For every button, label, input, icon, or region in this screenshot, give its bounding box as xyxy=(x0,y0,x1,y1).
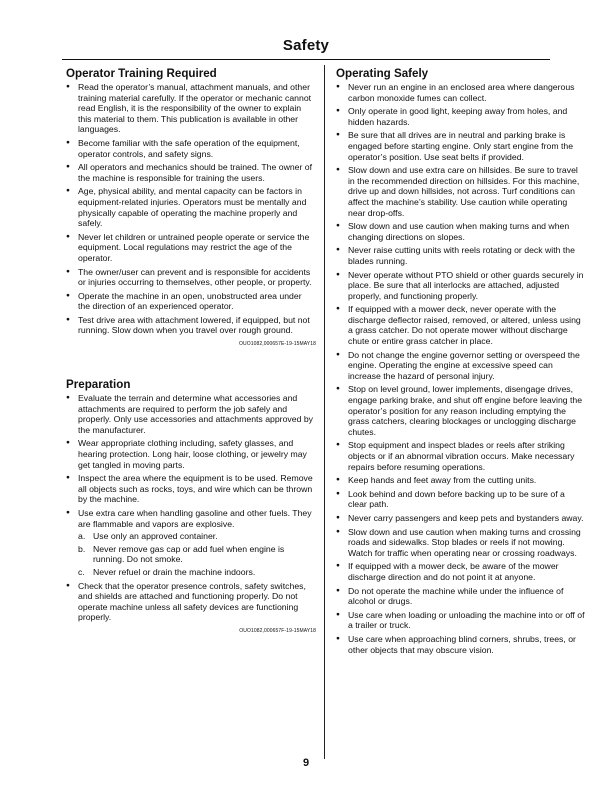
list-item-text: Use extra care when handling gasoline and other fuels. They are flammable and vapors are explosive. xyxy=(78,508,312,529)
list-item: ● Check that the operator presence controls, safety switches, and shields are attached and functioning properly. Do not operate machine unless all safety devices are functioning properly. xyxy=(66,581,316,623)
preparation-heading: Preparation xyxy=(66,378,131,392)
list-item: ● Be sure that all drives are in neutral and parking brake is engaged before starting engine. Only start engine from the operator’s position. Use seat belts if provided. xyxy=(336,130,586,162)
list-item: ● Stop on level ground, lower implements, disengage drives, engage parking brake, and shut off engine before leaving the operator’s position for any reason including emptying the grass catchers, clearing blockages or unclogging discharge chutes. xyxy=(336,384,586,437)
list-item: ● The owner/user can prevent and is responsible for accidents or injuries occurring to themselves, other people, or property. xyxy=(66,267,316,288)
list-item: ● Age, physical ability, and mental capacity can be factors in equipment-related injuries. Operators must be mentally and physically capable of operating the machine properly and safely. xyxy=(66,186,316,228)
list-item: ● Never carry passengers and keep pets and bystanders away. xyxy=(336,513,586,524)
operating-safely-list xyxy=(336,82,586,655)
sub-item-letter: a. xyxy=(78,531,86,542)
list-item: ● Slow down and use extra care on hillsides. Be sure to travel in the recommended direction on hillsides. For this machine, drive up and down hillsides, not across. Turf conditions can affect the machine’s stability. Use caution while operating near drop-offs. xyxy=(336,165,586,218)
operator-training-list xyxy=(66,82,316,336)
fuel-sublist xyxy=(78,531,316,577)
list-item: ● Only operate in good light, keeping away from holes, and hidden hazards. xyxy=(336,106,586,127)
sub-item-text: Use only an approved container. xyxy=(93,531,218,542)
list-item-fuel xyxy=(66,508,316,578)
page-title: Safety xyxy=(282,37,330,54)
sub-list-item xyxy=(78,531,316,542)
list-item: ● Do not operate the machine while under the influence of alcohol or drugs. xyxy=(336,586,586,607)
left-column xyxy=(66,67,316,635)
sub-item-letter: b. xyxy=(78,543,86,554)
section-spacer xyxy=(66,348,316,378)
page-number: 9 xyxy=(302,757,310,769)
list-item: ● Look behind and down before backing up to be sure of a clear path. xyxy=(336,489,586,510)
right-column xyxy=(336,67,586,658)
list-item: ● Never raise cutting units with reels rotating or deck with the blades running. xyxy=(336,245,586,266)
sub-list-item xyxy=(78,567,316,578)
list-item: ● Wear appropriate clothing including, safety glasses, and hearing protection. Long hair, loose clothing, or jewelry may get tangled in moving parts. xyxy=(66,438,316,470)
title-rule xyxy=(62,59,550,60)
list-item: ● Inspect the area where the equipment is to be used. Remove all objects such as rocks, toys, and wire which can be thrown by the machine. xyxy=(66,473,316,505)
list-item: ● Read the operator’s manual, attachment manuals, and other training material carefully. If the operator or mechanic cannot read English, it is the responsibility of the owner to explain this material to them. This publication is available in other languages. xyxy=(66,82,316,135)
list-item: ● Never operate without PTO shield or other guards securely in place. Be sure that all interlocks are attached, adjusted properly, and functioning properly. xyxy=(336,270,586,302)
list-item: ● Evaluate the terrain and determine what accessories and attachments are required to perform the job safely and properly. Only use accessories and attachments approved by the manufacturer. xyxy=(66,393,316,435)
list-item: ● All operators and mechanics should be trained. The owner of the machine is responsible for training the users. xyxy=(66,162,316,183)
operating-safely-heading: Operating Safely xyxy=(336,67,429,80)
operating-safely-section xyxy=(336,67,586,655)
list-item: ● Do not change the engine governor setting or overspeed the engine. Operating the engine at excessive speed can increase the hazard of personal injury. xyxy=(336,350,586,382)
list-item: ● Slow down and use caution when making turns and when changing directions on slopes. xyxy=(336,221,586,242)
list-item: ● Stop equipment and inspect blades or reels after striking objects or if an abnormal vibration occurs. Make necessary repairs before resuming operations. xyxy=(336,440,586,472)
list-item: ● Keep hands and feet away from the cutting units. xyxy=(336,475,586,486)
list-item: ● Test drive area with attachment lowered, if equipped, but not running. Slow down when you travel over rough ground. xyxy=(66,315,316,336)
list-item: ● If equipped with a mower deck, be aware of the mower discharge direction and do not point it at anyone. xyxy=(336,561,586,582)
sub-item-text: Never refuel or drain the machine indoors. xyxy=(93,566,256,577)
list-item: ● Become familiar with the safe operation of the equipment, operator controls, and safety signs. xyxy=(66,138,316,159)
list-item: ● Slow down and use caution when making turns and crossing roads and sidewalks. Stop blades or reels if not mowing. Watch for traffic when operating near or crossing roadways. xyxy=(336,527,586,559)
preparation-list xyxy=(66,393,316,623)
preparation-section xyxy=(66,378,316,635)
operator-training-heading: Operator Training Required xyxy=(66,67,217,80)
list-item: ● Use care when loading or unloading the machine into or off of a trailer or truck. xyxy=(336,610,586,631)
list-item: ● Never run an engine in an enclosed area where dangerous carbon monoxide fumes can collect. xyxy=(336,82,586,103)
list-item: ● Never let children or untrained people operate or service the equipment. Local regulations may restrict the age of the operator. xyxy=(66,232,316,264)
list-item: ● Use care when approaching blind corners, shrubs, trees, or other objects that may obscure vision. xyxy=(336,634,586,655)
reference-code: OUO1082,000657E-19-15MAY18 xyxy=(239,341,316,348)
reference-code: OUO1082,000657F-19-15MAY18 xyxy=(239,627,316,634)
list-item: ● If equipped with a mower deck, never operate with the discharge deflector raised, removed, or altered, unless using a grass catcher. Do not operate mower without discharge chute or entire grass catcher in place. xyxy=(336,304,586,346)
sub-list-item xyxy=(78,544,316,565)
operator-training-section xyxy=(66,67,316,348)
sub-item-text: Never remove gas cap or add fuel when engine is running. Do not smoke. xyxy=(93,543,285,565)
list-item: ● Operate the machine in an open, unobstructed area under the direction of an experienced operator. xyxy=(66,291,316,312)
sub-item-letter: c. xyxy=(78,566,85,577)
column-divider xyxy=(324,65,325,759)
